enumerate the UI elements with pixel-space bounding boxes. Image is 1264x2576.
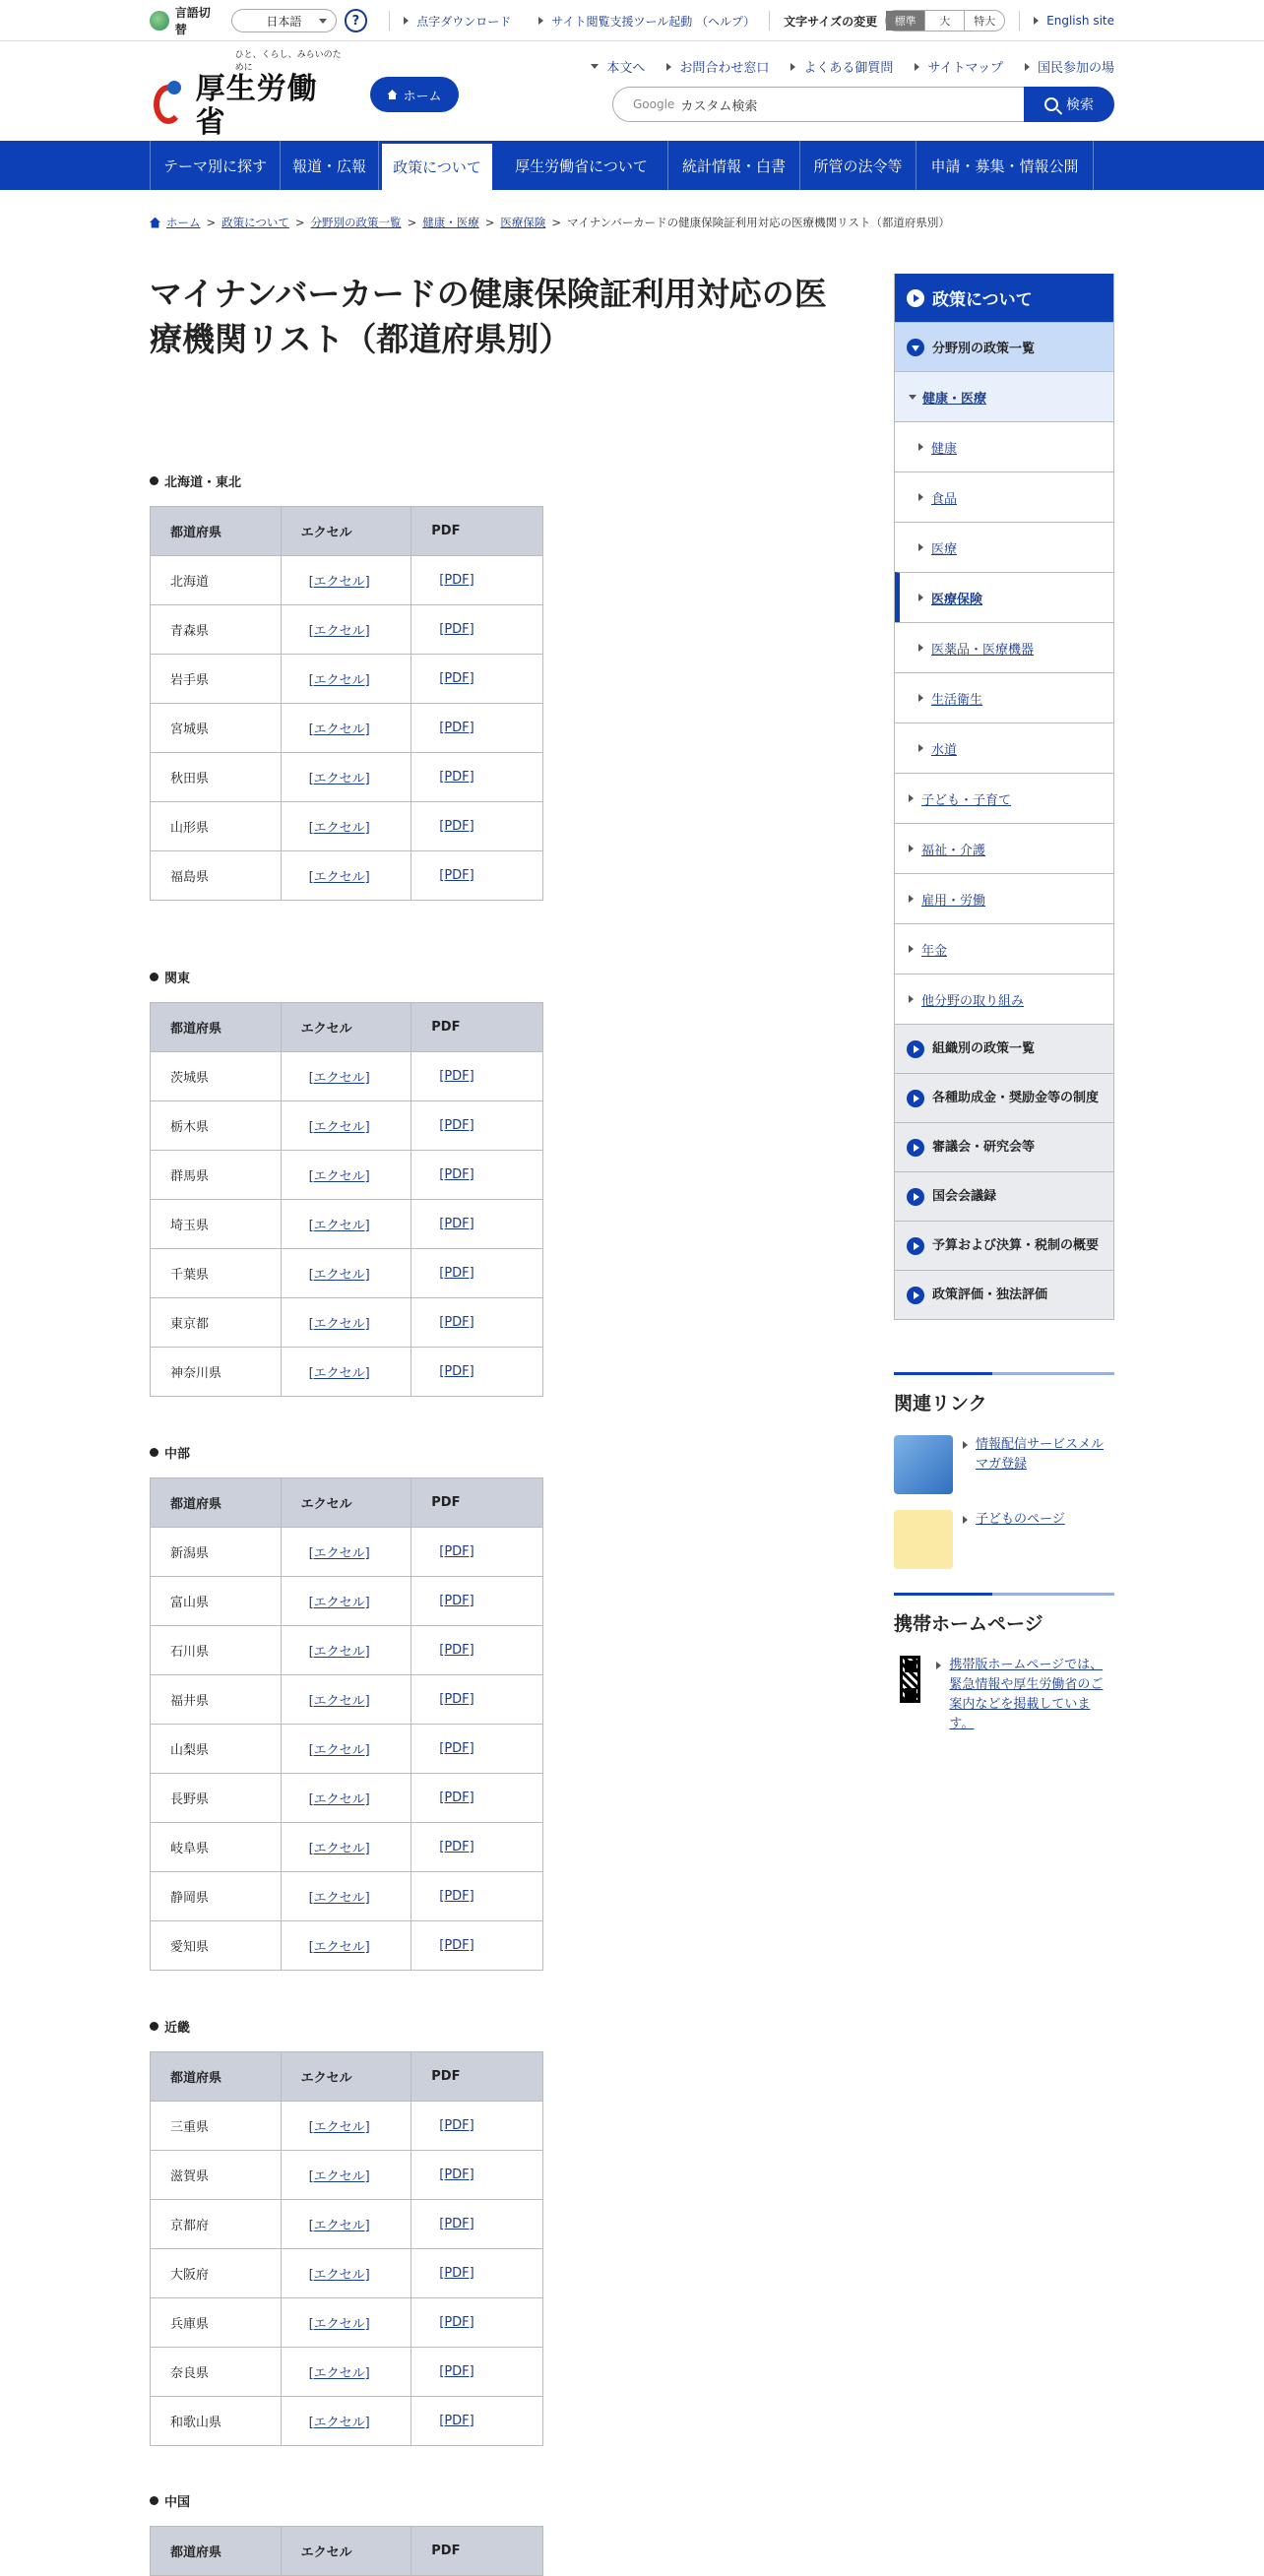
side-item-label: 分野別の政策一覧: [932, 342, 1036, 356]
table-header: PDF: [411, 2052, 543, 2102]
table-row: [151, 1823, 543, 1872]
side-item-health-sub[interactable]: [895, 471, 1113, 522]
excel-link[interactable]: [エクセル]: [308, 870, 370, 885]
table-row: [151, 1528, 543, 1577]
excel-link[interactable]: [エクセル]: [308, 2416, 370, 2430]
excel-link[interactable]: [エクセル]: [308, 1792, 370, 1807]
table-header: エクセル: [281, 1003, 411, 1052]
pdf-link[interactable]: [PDF]: [439, 1741, 474, 1756]
table-header: PDF: [411, 1003, 543, 1052]
region-heading: 北海道・東北: [150, 471, 543, 490]
side-item-label: 水道: [931, 742, 958, 758]
pdf-link[interactable]: [PDF]: [439, 1069, 474, 1084]
utility-bar: [0, 0, 1264, 41]
prefecture-name: 岩手県: [151, 655, 282, 704]
side-item-field[interactable]: [895, 773, 1113, 823]
table-row: [151, 704, 543, 753]
pdf-link[interactable]: [PDF]: [439, 770, 474, 785]
side-item-label: 医療保険: [931, 592, 983, 607]
table-header-row: [151, 2052, 543, 2102]
excel-link[interactable]: [エクセル]: [308, 1891, 370, 1906]
skip-to-content-link[interactable]: 本文へ: [591, 57, 645, 76]
region-heading: 関東: [150, 967, 543, 986]
pdf-link[interactable]: [PDF]: [439, 671, 474, 686]
prefecture-name: 北海道: [151, 556, 282, 605]
table-header: PDF: [411, 1478, 543, 1528]
mail-icon: [894, 1435, 953, 1494]
prefecture-table: [150, 2051, 543, 2446]
search-form: [612, 87, 1114, 122]
excel-link[interactable]: [エクセル]: [308, 772, 370, 786]
language-label: 言語切替: [174, 6, 211, 36]
pdf-link[interactable]: [PDF]: [439, 1643, 474, 1658]
side-item-field[interactable]: [895, 923, 1113, 974]
table-header: 都道府県: [151, 1478, 282, 1528]
table-row: [151, 1577, 543, 1626]
side-item-label: 雇用・労働: [921, 893, 986, 909]
reading-support-link[interactable]: サイト閲覧支援ツール起動 （ヘルプ）: [538, 13, 755, 30]
side-item-health[interactable]: [895, 371, 1113, 421]
table-header: エクセル: [281, 2527, 411, 2576]
prefecture-name: 三重県: [151, 2102, 282, 2151]
font-size-label: 文字サイズの変更: [784, 14, 878, 29]
region-heading: 近畿: [150, 2016, 543, 2036]
table-header: エクセル: [281, 507, 411, 556]
font-size-xlarge-button[interactable]: 特大: [974, 15, 996, 28]
side-item-label: 組織別の政策一覧: [932, 1040, 1036, 1056]
side-item-label: 医薬品・医療機器: [931, 642, 1035, 658]
table-row: [151, 2397, 543, 2446]
side-item-group[interactable]: [895, 1122, 1113, 1171]
table-row: [151, 2298, 543, 2348]
circle-arrow-icon: [907, 1090, 924, 1107]
table-row: [151, 2151, 543, 2200]
pdf-link[interactable]: [PDF]: [439, 1266, 474, 1281]
font-size-standard-button[interactable]: 標準: [886, 11, 925, 31]
side-item-label: 医療: [931, 541, 958, 557]
font-size-switcher: [885, 10, 1005, 31]
table-row: [151, 1725, 543, 1774]
pdf-link[interactable]: [PDF]: [439, 1364, 474, 1379]
table-row: [151, 1774, 543, 1823]
table-header: PDF: [411, 507, 543, 556]
search-button[interactable]: [1024, 87, 1114, 122]
circle-arrow-icon: [907, 1040, 924, 1058]
excel-link[interactable]: [エクセル]: [308, 1743, 370, 1758]
related-link-mailmag[interactable]: [894, 1435, 1114, 1494]
related-links-heading: 関連リンク: [894, 1372, 1114, 1415]
side-item-label: 各種助成金・奨励金等の制度: [932, 1090, 1100, 1105]
prefecture-name: 石川県: [151, 1626, 282, 1675]
prefecture-name: 福島県: [151, 851, 282, 901]
side-item-health-sub[interactable]: [895, 572, 1113, 622]
nav-theme[interactable]: テーマ別に探す: [151, 141, 281, 190]
prefecture-table: [150, 2526, 543, 2576]
side-item-group[interactable]: [895, 1024, 1113, 1073]
pdf-link[interactable]: [PDF]: [439, 1692, 474, 1707]
breadcrumb-health[interactable]: 健康・医療: [422, 216, 479, 229]
pdf-link[interactable]: [PDF]: [439, 1889, 474, 1904]
side-item-health-sub[interactable]: [895, 672, 1113, 723]
pdf-link[interactable]: [PDF]: [439, 2168, 474, 2182]
table-header: PDF: [411, 2527, 543, 2576]
pdf-link[interactable]: [PDF]: [439, 1791, 474, 1805]
table-row: [151, 605, 543, 655]
mobile-heading: 携帯ホームページ: [894, 1593, 1114, 1636]
excel-link[interactable]: [エクセル]: [308, 2120, 370, 2135]
table-row: [151, 1921, 543, 1971]
table-row: [151, 1872, 543, 1921]
side-item-policy-list[interactable]: [895, 322, 1113, 371]
header-links: [569, 57, 1114, 76]
prefecture-name: 神奈川県: [151, 1348, 282, 1397]
prefecture-name: 新潟県: [151, 1528, 282, 1577]
side-item-group[interactable]: [895, 1171, 1113, 1221]
excel-link[interactable]: [エクセル]: [308, 1169, 370, 1184]
side-item-label: 福祉・介護: [921, 843, 986, 858]
prefecture-name: 富山県: [151, 1577, 282, 1626]
braille-download-link[interactable]: 点字ダウンロード: [404, 13, 511, 30]
side-health-items: [895, 421, 1113, 773]
side-item-group[interactable]: [895, 1270, 1113, 1319]
prefecture-name: 山形県: [151, 802, 282, 851]
table-header: 都道府県: [151, 2527, 282, 2576]
pdf-link[interactable]: [PDF]: [439, 1544, 474, 1559]
table-row: [151, 556, 543, 605]
region-section: [150, 967, 543, 1397]
prefecture-name: 千葉県: [151, 1249, 282, 1298]
contact-link[interactable]: お問合わせ窓口: [666, 57, 769, 76]
nav-statistics[interactable]: 統計情報・白書: [668, 141, 800, 190]
pdf-link[interactable]: [PDF]: [439, 819, 474, 834]
side-item-group[interactable]: [895, 1073, 1113, 1122]
side-item-health-sub[interactable]: [895, 421, 1113, 471]
pdf-link[interactable]: [PDF]: [439, 573, 474, 588]
region-section: [150, 471, 543, 901]
excel-link[interactable]: [エクセル]: [308, 1645, 370, 1660]
side-item-label: 年金: [921, 943, 948, 959]
excel-link[interactable]: [エクセル]: [308, 2366, 370, 2381]
pdf-link[interactable]: [PDF]: [439, 721, 474, 735]
excel-link[interactable]: [エクセル]: [308, 1268, 370, 1283]
mobile-site-link[interactable]: [894, 1656, 1114, 1734]
nav-policy[interactable]: 政策について: [379, 141, 495, 190]
prefecture-name: 宮城県: [151, 704, 282, 753]
excel-link[interactable]: [エクセル]: [308, 1366, 370, 1381]
sitemap-link[interactable]: サイトマップ: [915, 57, 1003, 76]
region-section: [150, 2490, 543, 2576]
pdf-link[interactable]: [PDF]: [439, 1118, 474, 1133]
side-item-field[interactable]: [895, 873, 1113, 923]
table-header-row: [151, 1003, 543, 1052]
side-item-group[interactable]: [895, 1221, 1113, 1270]
globe-icon: [150, 11, 169, 31]
table-header-row: [151, 2527, 543, 2576]
related-link-kids[interactable]: [894, 1510, 1114, 1569]
home-label: ホーム: [403, 89, 442, 104]
pdf-link[interactable]: [PDF]: [439, 1217, 474, 1231]
circle-arrow-icon: [907, 1188, 924, 1206]
pdf-link[interactable]: [PDF]: [439, 1840, 474, 1854]
prefecture-name: 栃木県: [151, 1101, 282, 1151]
side-item-label: 生活衛生: [931, 692, 983, 708]
side-item-health-sub[interactable]: [895, 622, 1113, 672]
excel-link[interactable]: [エクセル]: [308, 1317, 370, 1332]
side-item-label: 政策評価・独法評価: [932, 1287, 1048, 1302]
circle-arrow-icon: [907, 1139, 924, 1157]
table-header: 都道府県: [151, 2052, 282, 2102]
pdf-link[interactable]: [PDF]: [439, 1315, 474, 1330]
pdf-link[interactable]: [PDF]: [439, 2118, 474, 2133]
table-row: [151, 1675, 543, 1725]
pdf-link[interactable]: [PDF]: [439, 622, 474, 637]
prefecture-name: 青森県: [151, 605, 282, 655]
home-icon: [387, 90, 397, 99]
table-header-row: [151, 507, 543, 556]
pdf-link[interactable]: [PDF]: [439, 2364, 474, 2379]
side-item-health-sub[interactable]: [895, 723, 1113, 773]
circle-arrow-icon: [907, 1237, 924, 1255]
page-title: マイナンバーカードの健康保険証利用対応の医療機関リスト（都道府県別）: [150, 275, 827, 358]
prefecture-name: 秋田県: [151, 753, 282, 802]
table-row: [151, 1151, 543, 1200]
side-item-label: 健康: [931, 441, 958, 457]
prefecture-name: 愛知県: [151, 1921, 282, 1971]
side-item-label: 審議会・研究会等: [932, 1139, 1036, 1155]
table-row: [151, 1348, 543, 1397]
table-row: [151, 2348, 543, 2397]
table-row: [151, 2249, 543, 2298]
table-row: [151, 2200, 543, 2249]
region-section: [150, 2016, 543, 2446]
logo-name: 厚生労働省: [195, 72, 318, 140]
pdf-link[interactable]: [PDF]: [439, 868, 474, 883]
breadcrumb-insurance[interactable]: 医療保険: [500, 216, 546, 229]
divider: [389, 11, 390, 31]
table-row: [151, 802, 543, 851]
divider: [769, 11, 770, 31]
table-header-row: [151, 1478, 543, 1528]
prefecture-name: 滋賀県: [151, 2151, 282, 2200]
excel-link[interactable]: [エクセル]: [308, 2169, 370, 2184]
side-groups: [895, 1024, 1113, 1319]
prefecture-name: 大阪府: [151, 2249, 282, 2298]
table-header: 都道府県: [151, 507, 282, 556]
side-item-label: 予算および決算・税制の概要: [932, 1237, 1100, 1253]
side-nav-title-label: 政策について: [932, 290, 1033, 310]
nav-press[interactable]: 報道・広報: [281, 141, 379, 190]
prefecture-name: 群馬県: [151, 1151, 282, 1200]
divider: [1019, 11, 1020, 31]
nav-laws[interactable]: 所管の法令等: [800, 141, 916, 190]
prefecture-table: [150, 506, 543, 901]
english-site-link[interactable]: English site: [1034, 14, 1114, 28]
excel-link[interactable]: [エクセル]: [308, 1842, 370, 1856]
prefecture-table: [150, 1477, 543, 1971]
table-row: [151, 2102, 543, 2151]
excel-link[interactable]: [エクセル]: [308, 673, 370, 688]
table-row: [151, 1298, 543, 1348]
global-nav: [0, 141, 1264, 190]
excel-link[interactable]: [エクセル]: [308, 624, 370, 639]
mobile-site-text: 携帯版ホームページでは、緊急情報や厚生労働省のご案内などを掲載しています。: [949, 1658, 1104, 1731]
excel-link[interactable]: [エクセル]: [308, 723, 370, 737]
search-input[interactable]: [612, 87, 1024, 122]
search-icon: [1044, 97, 1058, 111]
prefecture-name: 福井県: [151, 1675, 282, 1725]
breadcrumb-home[interactable]: ホーム: [166, 216, 201, 229]
side-item-label: 食品: [931, 491, 958, 507]
circle-arrow-icon: [907, 1287, 924, 1304]
excel-link[interactable]: [エクセル]: [308, 2268, 370, 2283]
home-icon: [150, 218, 160, 228]
side-item-health-sub[interactable]: [895, 522, 1113, 572]
region-section: [150, 1442, 543, 1971]
prefecture-name: 埼玉県: [151, 1200, 282, 1249]
excel-link[interactable]: [エクセル]: [308, 575, 370, 590]
breadcrumb-policy-list[interactable]: 分野別の政策一覧: [310, 216, 402, 229]
nav-about[interactable]: 厚生労働省について: [495, 141, 668, 190]
table-header: 都道府県: [151, 1003, 282, 1052]
related-link-label: 子どものページ: [976, 1512, 1065, 1527]
circle-chevron-down-icon: [907, 339, 924, 356]
language-select[interactable]: [231, 9, 337, 32]
side-item-field[interactable]: [895, 974, 1113, 1024]
excel-link[interactable]: [エクセル]: [308, 1071, 370, 1086]
search-placeholder: カスタム検索: [680, 98, 758, 114]
search-button-label: 検索: [1066, 97, 1094, 113]
excel-link[interactable]: [エクセル]: [308, 1694, 370, 1709]
circle-arrow-icon: [907, 289, 924, 307]
excel-link[interactable]: [エクセル]: [308, 2317, 370, 2332]
prefecture-name: 茨城県: [151, 1052, 282, 1101]
prefecture-name: 岐阜県: [151, 1823, 282, 1872]
language-value: 日本語: [266, 14, 302, 29]
table-header: エクセル: [281, 1478, 411, 1528]
font-size-large-button[interactable]: 大: [925, 11, 965, 31]
side-nav-title[interactable]: [895, 274, 1113, 322]
table-header: エクセル: [281, 2052, 411, 2102]
pdf-link[interactable]: [PDF]: [439, 2217, 474, 2231]
prefecture-table: [150, 1002, 543, 1397]
table-row: [151, 1249, 543, 1298]
breadcrumb-current: マイナンバーカードの健康保険証利用対応の医療機関リスト（都道府県別）: [566, 216, 950, 229]
excel-link[interactable]: [エクセル]: [308, 1546, 370, 1561]
table-row: [151, 1200, 543, 1249]
pdf-link[interactable]: [PDF]: [439, 2266, 474, 2281]
side-other-fields: [895, 773, 1113, 1024]
region-heading: 中国: [150, 2490, 543, 2510]
table-row: [151, 655, 543, 704]
prefecture-name: 京都府: [151, 2200, 282, 2249]
logo-tagline: ひと、くらし、みらいのために: [234, 50, 342, 73]
pdf-link[interactable]: [PDF]: [439, 1594, 474, 1608]
region-heading: 中部: [150, 1442, 543, 1462]
side-nav: [894, 274, 1114, 1320]
table-row: [151, 1101, 543, 1151]
public-participation-link[interactable]: 国民参加の場: [1025, 57, 1114, 76]
excel-link[interactable]: [エクセル]: [308, 1219, 370, 1233]
google-brand: Google: [633, 97, 675, 111]
prefecture-name: 和歌山県: [151, 2397, 282, 2446]
help-icon[interactable]: ?: [345, 9, 368, 32]
pdf-link[interactable]: [PDF]: [439, 2414, 474, 2428]
excel-link[interactable]: [エクセル]: [308, 2219, 370, 2233]
table-row: [151, 753, 543, 802]
prefecture-name: 山梨県: [151, 1725, 282, 1774]
side-item-field[interactable]: [895, 823, 1113, 873]
side-item-label: 子ども・子育て: [921, 792, 1012, 808]
pdf-link[interactable]: [PDF]: [439, 1938, 474, 1953]
side-item-label: 他分野の取り組み: [921, 993, 1025, 1009]
related-link-label: 情報配信サービスメルマガ登録: [976, 1437, 1105, 1472]
excel-link[interactable]: [エクセル]: [308, 1940, 370, 1955]
kids-icon: [894, 1510, 953, 1569]
side-item-label: 国会会議録: [932, 1188, 997, 1204]
faq-link[interactable]: よくある御質問: [790, 57, 893, 76]
nav-applications[interactable]: 申請・募集・情報公開: [916, 141, 1094, 190]
side-item-label: 健康・医療: [922, 391, 987, 407]
prefecture-name: 東京都: [151, 1298, 282, 1348]
excel-link[interactable]: [エクセル]: [308, 1120, 370, 1135]
pdf-link[interactable]: [PDF]: [439, 2315, 474, 2330]
table-row: [151, 851, 543, 901]
excel-link[interactable]: [エクセル]: [308, 1596, 370, 1610]
excel-link[interactable]: [エクセル]: [308, 821, 370, 836]
prefecture-name: 奈良県: [151, 2348, 282, 2397]
prefecture-name: 静岡県: [151, 1872, 282, 1921]
site-logo[interactable]: [150, 50, 347, 140]
breadcrumb: ホーム > 政策について > 分野別の政策一覧 > 健康・医療 > 医療保険 > マイナンバーカードの健康保険証利用対応の医療機関リスト（都道府県別）: [150, 215, 950, 230]
prefecture-name: 長野県: [151, 1774, 282, 1823]
table-row: [151, 1052, 543, 1101]
logo-mark-icon: [150, 77, 190, 128]
table-row: [151, 1626, 543, 1675]
home-button[interactable]: [370, 77, 459, 112]
prefecture-name: 兵庫県: [151, 2298, 282, 2348]
pdf-link[interactable]: [PDF]: [439, 1167, 474, 1182]
breadcrumb-policy[interactable]: 政策について: [221, 216, 289, 229]
qr-code-icon: [900, 1656, 920, 1703]
chevron-down-icon: [319, 19, 327, 24]
